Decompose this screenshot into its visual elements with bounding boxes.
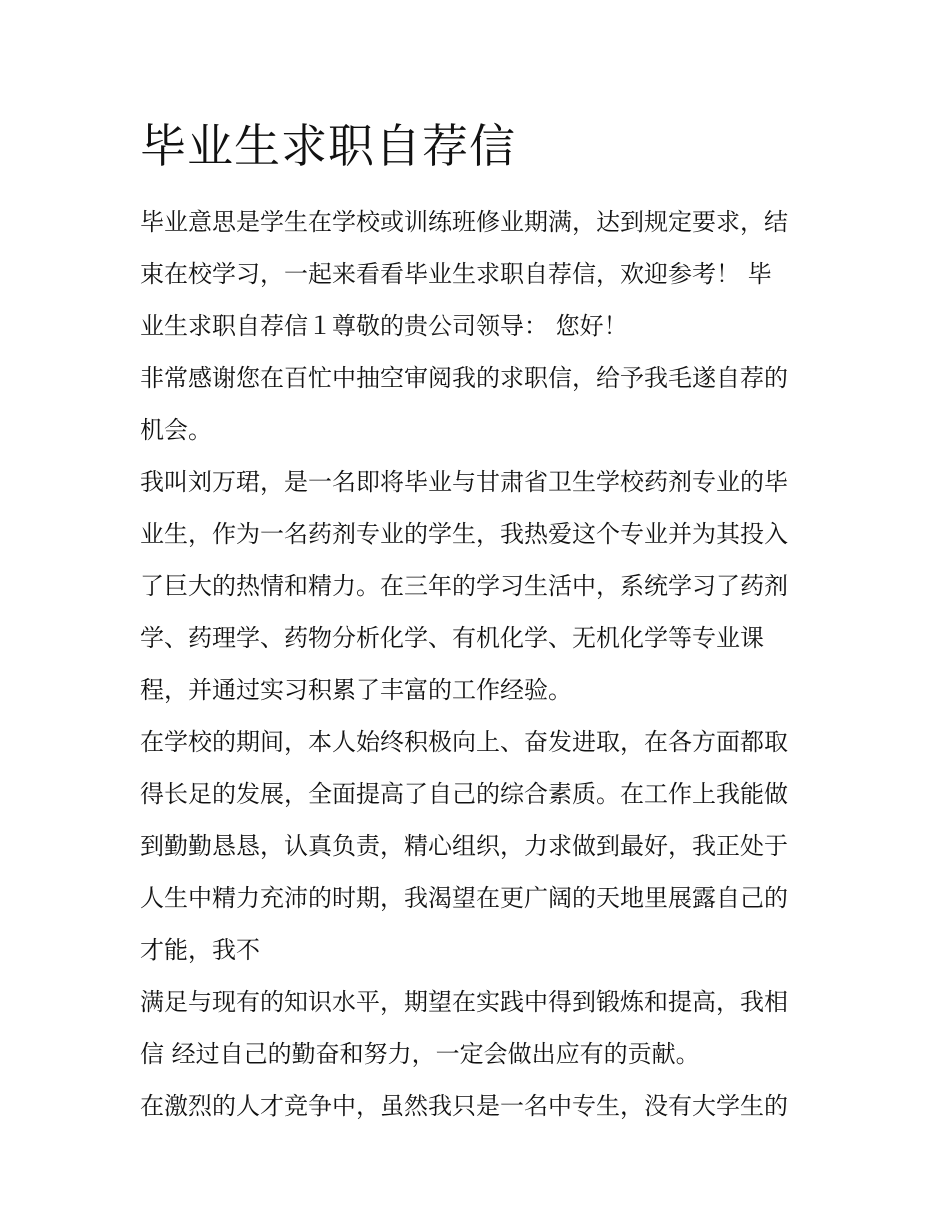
body-line: 信 经过自己的勤奋和努力，一定会做出应有的贡献。 [140,1040,700,1068]
document-title: 毕业生求职自荐信 [140,119,516,173]
body-line: 我叫刘万珺，是一名即将毕业与甘肃省卫生学校药剂专业的毕 [140,468,788,496]
body-line: 在激烈的人才竞争中，虽然我只是一名中专生，没有大学生的 [140,1092,788,1120]
body-line: 了巨大的热情和精力。在三年的学习生活中，系统学习了药剂 [140,572,788,600]
body-line: 程，并通过实习积累了丰富的工作经验。 [140,676,572,704]
document-body [140,196,820,1132]
body-line: 业生，作为一名药剂专业的学生，我热爱这个专业并为其投入 [140,520,788,548]
body-line: 机会。 [140,416,212,444]
body-line: 学、药理学、药物分析化学、有机化学、无机化学等专业课 [140,624,764,652]
body-line: 才能，我不 [140,936,260,964]
body-line: 满足与现有的知识水平，期望在实践中得到锻炼和提高，我相 [140,988,788,1016]
body-line: 人生中精力充沛的时期，我渴望在更广阔的天地里展露自己的 [140,884,788,912]
body-line: 非常感谢您在百忙中抽空审阅我的求职信，给予我毛遂自荐的 [140,364,788,392]
body-line: 束在校学习，一起来看看毕业生求职自荐信，欢迎参考！ 毕 [140,260,772,288]
body-line: 在学校的期间，本人始终积极向上、奋发进取，在各方面都取 [140,728,788,756]
body-line: 业生求职自荐信１尊敬的贵公司领导： 您好！ [140,312,628,340]
body-line: 到勤勤恳恳，认真负责，精心组织，力求做到最好，我正处于 [140,832,788,860]
body-line: 毕业意思是学生在学校或训练班修业期满，达到规定要求，结 [140,208,788,236]
body-line: 得长足的发展，全面提高了自己的综合素质。在工作上我能做 [140,780,788,808]
